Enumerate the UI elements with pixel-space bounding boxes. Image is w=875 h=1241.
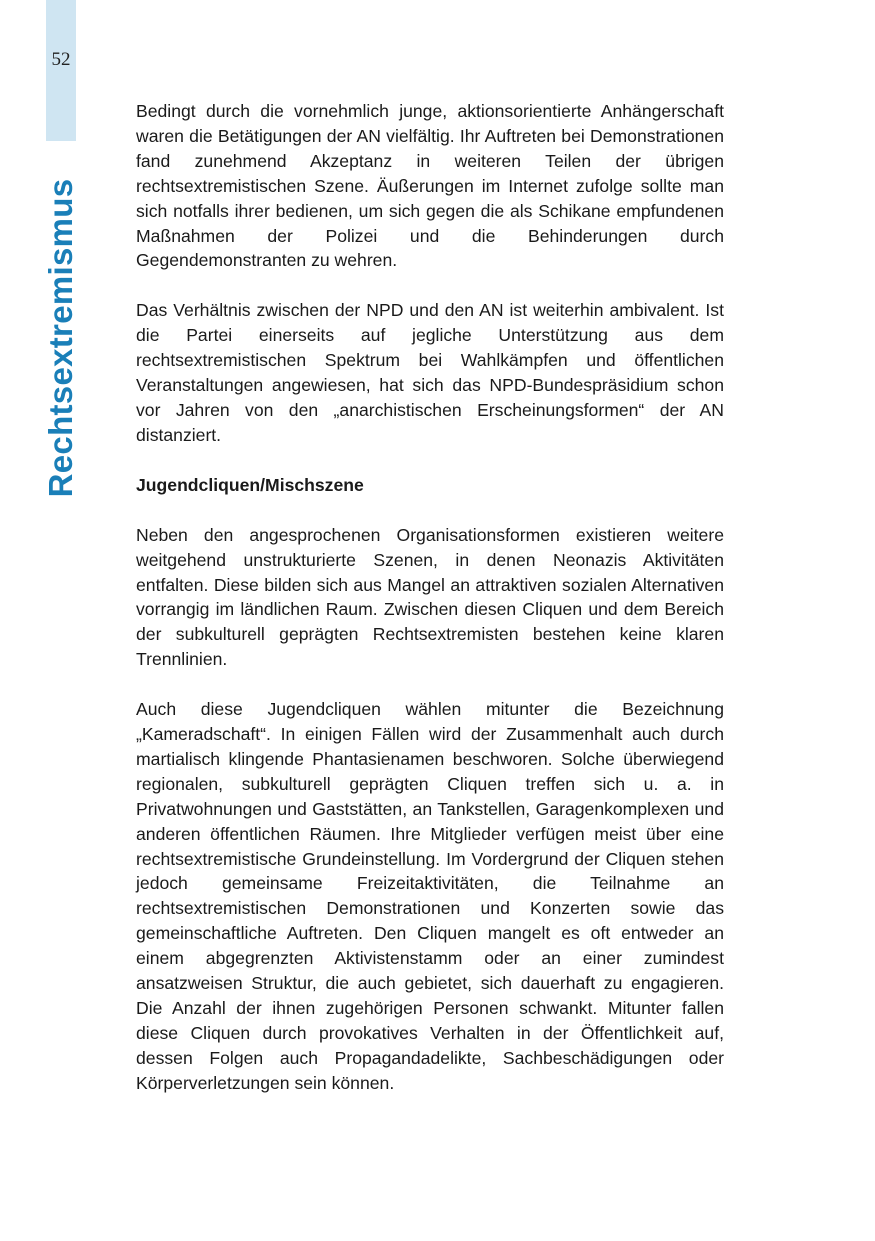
paragraph-2: Das Verhältnis zwischen der NPD und den AN ist weiterhin ambivalent. Ist die Partei einerseits auf jegliche Unterstützung aus dem rechtsextremistischen Spektrum bei Wahlkämpfen und öffentlichen Veranstaltungen angewiesen, hat sich das NPD-Bundespräsidium schon vor Jahren von den „anarchistischen Erscheinungsformen“ der AN distanziert.	[136, 300, 724, 445]
section-label: Rechtsextremismus	[42, 178, 79, 498]
paragraph-gap	[136, 273, 724, 298]
paragraph-4: Auch diese Jugendcliquen wählen mitunter die Bezeichnung „Kameradschaft“. In einigen Fällen wird der Zusammenhalt auch durch martialisch klingende Phantasienamen beschworen. Solche überwiegend regionalen, subkulturell geprägten Cliquen treffen sich u. a. in Privatwohnungen und Gaststätten, an Tankstellen, Garagenkomplexen und anderen öffentlichen Räumen. Ihre Mitglieder verfügen meist über eine rechtsextremistische Grundeinstellung. Im Vordergrund der Cliquen stehen jedoch gemeinsame Freizeitaktivitäten, die Teilnahme an rechtsextremistischen Demonstrationen und Konzerten sowie das gemeinschaftliche Auftreten. Den Cliquen mangelt es oft entweder an einem abgegrenzten Aktivistenstamm oder an einer zumindest ansatzweisen Struktur, die auch gebietet, sich dauerhaft zu engagieren. Die Anzahl der ihnen zugehörigen Personen schwankt. Mitunter fallen diese Cliquen durch provokatives Verhalten in der Öffentlichkeit auf, dessen Folgen auch Propagandadelikte, Sachbeschädigungen oder Körperverletzungen sein können.	[136, 699, 724, 1093]
main-content	[136, 99, 724, 1096]
paragraph-gap	[136, 498, 724, 523]
paragraph-gap	[136, 672, 724, 697]
paragraph-1: Bedingt durch die vornehmlich junge, aktionsorientierte Anhängerschaft waren die Betätigungen der AN vielfältig. Ihr Auftreten bei Demonstrationen fand zunehmend Akzeptanz in weiteren Teilen der übrigen rechtsextremistischen Szene. Äußerungen im Internet zufolge sollte man sich notfalls ihrer bedienen, um sich gegen die als Schikane empfundenen Maßnahmen der Polizei und die Behinderungen durch Gegendemonstranten zu wehren.	[136, 101, 724, 271]
section-heading: Jugendcliquen/Mischszene	[136, 474, 364, 495]
paragraph-gap	[136, 448, 724, 473]
page-number: 52	[51, 49, 71, 70]
paragraph-3: Neben den angesprochenen Organisationsformen existieren weitere weitgehend unstrukturierte Szenen, in denen Neonazis Aktivitäten entfalten. Diese bilden sich aus Mangel an attraktiven sozialen Alternativen vorrangig im ländlichen Raum. Zwischen diesen Cliquen und dem Bereich der subkulturell geprägten Rechtsextremisten bestehen keine klaren Trennlinien.	[136, 524, 724, 670]
